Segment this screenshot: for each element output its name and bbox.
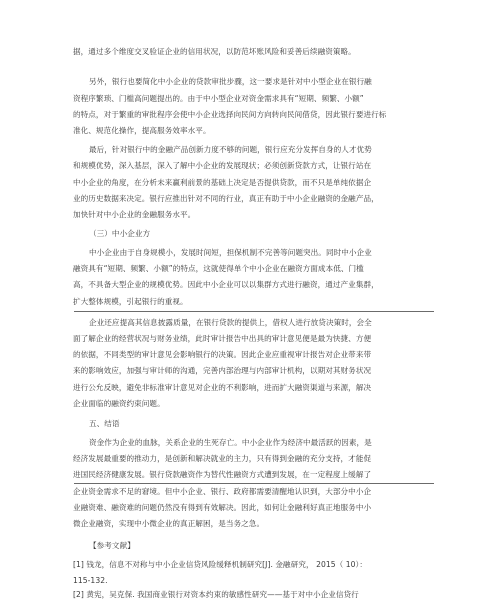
- paragraph-line: 企业资金需求不足的窘境。但中小企业、银行、政府都需要清醒地认识到，大部分中小企: [73, 487, 372, 496]
- section-heading: 五、结语: [89, 419, 120, 428]
- horizontal-rule: [74, 483, 434, 484]
- paragraph-line: 进国民经济健康发展。银行贷款融资作为替代性融资方式遭到发展，在一定程度上缓解了: [73, 470, 372, 479]
- paragraph-line: 资程序繁琐、门槛高问题提出的。由于中小型企业对资金需求具有“短期、频繁、小额”: [73, 94, 364, 103]
- paragraph-line: 资金作为企业的血脉，关系企业的生死存亡。中小企业作为经济中最活跃的因素，是: [89, 438, 372, 447]
- section-heading: （三）中小企业方: [89, 229, 151, 238]
- paragraph-line: 中小企业的角度，在分析未来赢利前景的基础上决定是否提供贷款，而不只是单纯依据企: [73, 178, 372, 187]
- paragraph-line: 据，通过多个维度交叉验证企业的信用状况，以防范坏账风险和妥善后续融资策略。: [73, 47, 356, 56]
- paragraph-line: 来的影响效应，加强与审计师的沟通，完善内部治理与内部审计机构，以期对其财务状况: [73, 366, 372, 375]
- paragraph-line: 进行公允反映，避免非标准审计意见对企业的不利影响，进而扩大融资渠道与来源，解决: [73, 383, 372, 392]
- reference-item: 115-132.: [73, 576, 108, 585]
- paragraph-line: 业的历史数据来决定。银行应推出针对不同的行业，真正有助于中小企业融资的金融产品，: [73, 194, 379, 203]
- paragraph-line: 微企业融资，实现中小微企业的真正解困，是当务之急。: [73, 519, 265, 528]
- paragraph-line: 另外，银行也要简化中小企业的贷款审批步骤，这一要求是针对中小型企业在银行融: [89, 77, 372, 86]
- references-heading: 【参考文献】: [89, 541, 135, 550]
- paragraph-line: 最后，针对银行中的金融产品创新力度不够的问题，银行应充分发挥自身的人才优势: [89, 145, 372, 154]
- paragraph-line: 经济发展最重要的推动力，是创新和解决就业的主力，只有得到金融的充分支持，才能促: [73, 454, 372, 463]
- paragraph-line: 企业面临的融资约束问题。: [73, 399, 165, 408]
- paragraph-line: 准化、规范化操作，提高服务效率水平。: [73, 126, 211, 135]
- paragraph-line: 高，不具备大型企业的规模优势。因此中小企业可以以集群方式进行融资，通过产业集群，: [73, 280, 379, 289]
- horizontal-rule: [74, 311, 434, 312]
- paragraph-line: 中小企业由于自身规模小，发展时间短，担保机制不完善等问题突出。同时中小企业: [89, 248, 372, 257]
- paragraph-line: 融资具有“短期、频繁、小额”的特点，这就使得单个中小企业在融资方面成本低、门槛: [73, 264, 364, 273]
- paragraph-line: 和规模优势，深入基层，深入了解中小企业的发展现状；必须创新贷款方式，让银行站在: [73, 161, 372, 170]
- paragraph-line: 扩大整体规模，引起银行的重视。: [73, 297, 188, 306]
- paragraph-line: 企业还应提高其信息披露质量，在银行贷款的提供上，借权人进行放贷决策时，会全: [89, 318, 372, 327]
- paragraph-line: 面了解企业的经营状况与财务业绩，此时审计报告中出具的审计意见便是最为快捷、方便: [73, 334, 372, 343]
- paragraph-line: 的特点，对于繁重的审批程序会使中小企业选择向民间方向转向民间借贷，因此银行要进行标: [73, 110, 387, 119]
- paragraph-line: 加快针对中小企业的金融服务水平。: [73, 210, 196, 219]
- reference-item: [1] 钱龙，信息不对称与中小企业信贷风险缓释机制研究[J]. 金融研究， 2015（ 10）：: [73, 560, 367, 569]
- reference-item: [2] 黄宪，吴克保. 我国商业银行对资本约束的敏感性研究——基于对中小企业信贷行: [73, 590, 359, 599]
- paragraph-line: 的依据，不同类型的审计意见会影响银行的决策。因此企业应重视审计报告对企业带来带: [73, 350, 372, 359]
- paragraph-line: 业融资难、融资难的问题仍然没有得到有效解决。因此，如何让金融利好真正地服务中小: [73, 503, 372, 512]
